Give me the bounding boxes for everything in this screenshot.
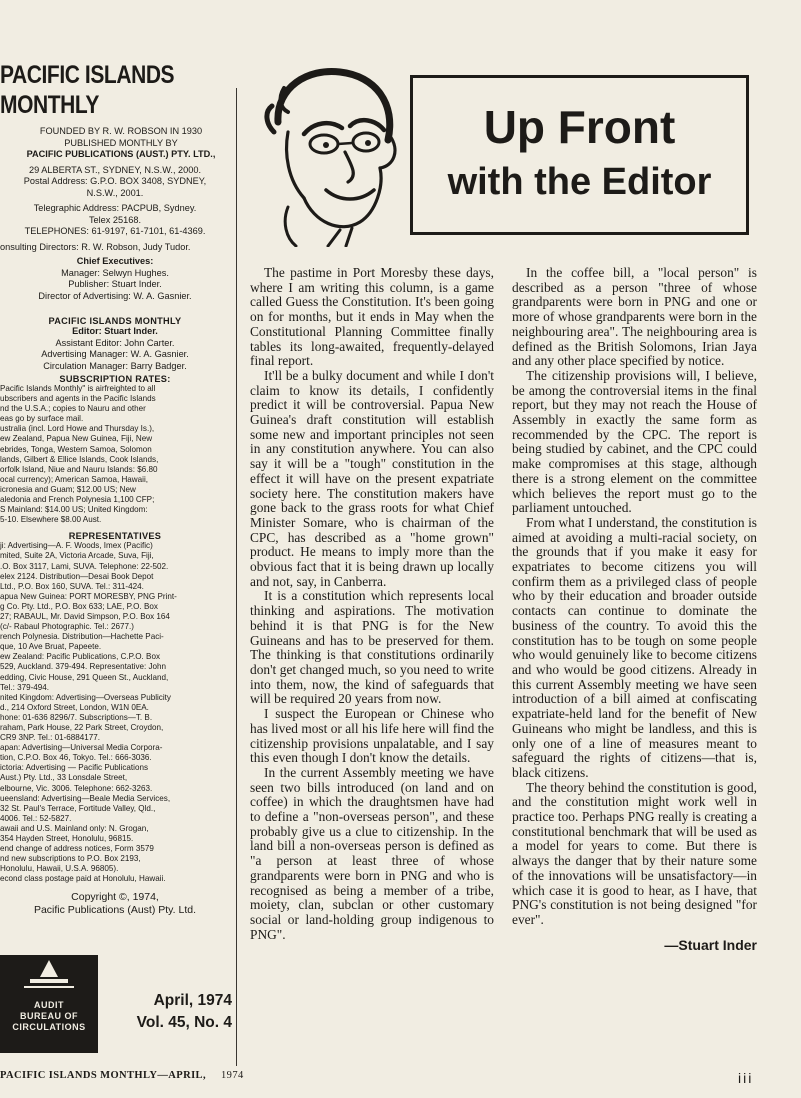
article-paragraph: It'll be a bulky document and while I don't claim to know its details, I confidently predict it will be controversial. Papua New Guinea's draft constitution will establish some new and important principles not seen in any constitution anywhere. You can also say it will be a "tough" constitution in the effect it will have on the present expatriate society here. The constitution makers have gone back to the grass roots for what Chief Minister Somare, who is chairman of the CPC, has described as a "home grown" product. He means to imply more than the obvious fact that it is being drawn up locally and not, say, in Canberra. [250, 367, 494, 589]
audit-line1: AUDIT [34, 1000, 64, 1010]
rep-postal-notice: end change of address notices, Form 3579 nd new subscriptions to P.O. Box 2193, Honolulu, Hawaii, U.S.A. 96805). econd class postage paid at Honolulu, Hawaii. [0, 844, 166, 884]
article-column-1 [250, 266, 494, 942]
masthead-title-line1: PACIFIC ISLANDS [0, 61, 175, 89]
publisher-name: PACIFIC PUBLICATIONS (AUST.) PTY. LTD., [26, 149, 216, 159]
author-signature: —Stuart Inder [664, 936, 757, 953]
editor-line: Editor: Stuart Inder. [72, 326, 158, 336]
staff-heading: PACIFIC ISLANDS MONTHLY [48, 316, 182, 326]
audit-line2: BUREAU OF [20, 1011, 78, 1021]
article-paragraph: I suspect the European or Chinese who has lived most or all his life here will find the citizenship provisions unpalatable, and I say this even though I don't know the details. [250, 706, 494, 766]
telephones: TELEPHONES: 61-9197, 61-7101, 61-4369. [24, 226, 206, 236]
rep-fiji: ji: Advertising—A. F. Woods, Imex (Pacific) mited, Suite 2A, Victoria Arcade, Suva, Fiji, .O. Box 3117, Lami, SUVA. Telephone: 22-502. elex 2124. Distribution—Desai Book Depot Ltd., P.O. Box 160, SUVA. Tel.: 311-424. [0, 541, 169, 591]
header-frame [410, 75, 749, 235]
audit-bureau-logo [0, 955, 98, 1053]
article-column-2 [512, 266, 757, 952]
footer-running-title: PACIFIC ISLANDS MONTHLY—APRIL, [0, 1070, 206, 1081]
address-line3: N.S.W., 2001. [86, 187, 144, 198]
rep-hawaii: awaii and U.S. Mainland only: N. Grogan, 354 Hayden Street, Honolulu, 96815. [0, 823, 149, 844]
copyright-line2: Pacific Publications (Aust) Pty. Ltd. [33, 903, 197, 916]
rep-new-zealand: ew Zealand: Pacific Publications, C.P.O. Box 529, Auckland. 379-494. Representative: John edding, Civic House, 291 Queen St., Auckland, Tel.: 379-494. [0, 652, 169, 692]
article-paragraph: It is a constitution which represents local thinking and aspirations. The motivation behind it is that PNG is for the New Guineans and has to be preserved for them. The thinking is that constitutions ordinarily don't get changed much, so you need to write into them, now, the kind of safeguards that will be required 20 years from now. [250, 588, 494, 707]
address-line2: Postal Address: G.P.O. BOX 3408, SYDNEY, [23, 176, 207, 186]
rep-victoria: ictoria: Advertising — Pacific Publications Aust.) Pty. Ltd., 33 Lonsdale Street, elbourne, Vic. 3006. Telephone: 662-3263. [0, 763, 153, 793]
advertising-manager-line: Advertising Manager: W. A. Gasnier. [41, 349, 189, 359]
header-title-line1: Up Front [483, 101, 676, 153]
circulation-manager-line: Circulation Manager: Barry Badger. [43, 360, 187, 371]
subscription-heading: SUBSCRIPTION RATES: [59, 374, 171, 384]
issue-date: April, 1974 [153, 992, 232, 1009]
rep-japan: apan: Advertising—Universal Media Corpora- tion, C.P.O. Box 46, Tokyo. Tel.: 666-3036. [0, 743, 163, 763]
issue-volume: Vol. 45, No. 4 [136, 1014, 232, 1031]
page-footer [0, 1070, 244, 1081]
representatives-heading: REPRESENTATIVES [68, 531, 162, 542]
telegraphic-address: Telegraphic Address: PACPUB, Sydney. [33, 203, 197, 213]
audit-bureau-emblem-icon [0, 955, 98, 995]
article-paragraph: In the current Assembly meeting we have seen two bills introduced (on land and on coffee) in which the draughtsmen have had to define a "non-overseas person", and these probably give us a clue to citizenship. In the land bill a non-overseas person is defined as "a person at least three of whose grandparents were born in PNG and who is recognised as being a member of a tribe, moiety, clan, subclan or other customary social or land-holding group indigenous to PNG". [250, 764, 494, 942]
audit-line3: CIRCULATIONS [12, 1022, 86, 1032]
article-paragraph: From what I understand, the constitution is aimed at avoiding a multi-racial society, on the grounds that if you make it easy for expatriates to become citizens you will confirm them as a privileged class of people who by their education and broader outside contacts can continue to dominate the business of the country. To avoid this the constitution has to be tough on some people who would genuinely like to become citizens and who would be good citizens. Already in this current Assembly meeting we have seen introduction of a bill aimed at confiscating expatriate-held land for the benefit of New Guineans who might be landless, and this is only one of a line of measures meant to safeguard the rights of citizens—that is, black citizens. [512, 514, 757, 780]
founded-line: FOUNDED BY R. W. ROBSON IN 1930 [39, 126, 203, 136]
chief-executives-heading: Chief Executives: [76, 256, 154, 266]
subscription-text: Pacific Islands Monthly" is airfreighted to all ubscribers and agents in the Pacific Islands nd the U.S.A.; copies to Nauru and other eas go by surface mail. ustralia (incl. Lord Howe and Thursday Is.), ew Zealand, Papua New Guinea, Fiji, New ebrides, Tonga, Western Samoa, Solomon lands, Gilbert & Ellice Islands, Cook Islands, orfolk Island, Niue and Nauru Islands: $6.80 ocal currency); American Samoa, Hawaii, icronesia and Guam; $12.00 US; New aledonia and French Polynesia 1,100 CFP; S Mainland: $14.00 US; United Kingdom: 5-10. Elsewhere $8.00 Aust. [0, 384, 159, 525]
page-number: iii [738, 1070, 754, 1086]
editor-caricature-icon [248, 62, 408, 247]
rep-united-kingdom: nited Kingdom: Advertising—Overseas Publicity d., 214 Oxford Street, London, W1N 0EA. hone: 01-636 8296/7. Subscriptions—T. B. raham, Park House, 22 Park Street, Croydon, CR9 3NP. Tel.: 01-6884177. [0, 692, 171, 743]
masthead-column [0, 60, 230, 1060]
telex: Telex 25168. [88, 214, 142, 225]
rep-french-polynesia: rench Polynesia. Distribution—Hachette Paci- que, 10 Ave Bruat, Papeete. [0, 632, 164, 652]
column-divider [236, 88, 237, 1066]
consulting-directors: onsulting Directors: R. W. Robson, Judy Tudor. [0, 241, 191, 252]
issue-info [136, 990, 232, 1034]
masthead-title-line2: MONTHLY [0, 91, 99, 119]
article-paragraph: In the coffee bill, a "local person" is described as a person "three of whose grandparents were born in PNG and one or more of whose grandparents were born in the neighbouring area". The neighbouring area is defined as the British Solomons, Irian Jaya and any other place specified by notice. [512, 265, 757, 369]
article-paragraph: The pastime in Port Moresby these days, where I am writing this column, is a game called Guess the Constitution. It's been going on for months, but it ends in May when the Constitutional Planning Committee finally tables its long-awaited, frequently-delayed final report. [250, 265, 494, 369]
publisher-line: Publisher: Stuart Inder. [68, 279, 162, 289]
header-title-line2: with the Editor [447, 161, 712, 203]
article-paragraph: The citizenship provisions will, I believe, be among the controversial items in the final report, but they may not reach the House of Assembly in exactly the same form as recommended by the CPC. The report is being studied by cabinet, and the CPC could make compromises at this stage, although there is a strong element on the committee which believes the report must go to the parliament untouched. [512, 367, 757, 516]
article-paragraph: The theory behind the constitution is good, and the constitution might work well in practice too. Perhaps PNG really is creating a constitutional benchmark that will be used as a model for years to come. But there is always the danger that by their nature some of the innovations will be unsatisfactory—in which case it is good to hear, as I have, that PNG's constitution is not being designed "for ever". [512, 779, 757, 927]
rep-papua-new-guinea: apua New Guinea: PORT MORESBY, PNG Print- g Co. Pty. Ltd., P.O. Box 633; LAE, P.O. Box 27; RABAUL, Mr. David Simpson, P.O. Box 164 (c/- Rabaul Photographic. Tel.: 2677.) [0, 591, 177, 632]
assistant-editor-line: Assistant Editor: John Carter. [55, 337, 175, 348]
director-advertising-line: Director of Advertising: W. A. Gasnier. [38, 290, 192, 301]
footer-year: 1974 [221, 1070, 244, 1081]
copyright-line1: Copyright ©, 1974, [71, 890, 159, 903]
address-line1: 29 ALBERTA ST., SYDNEY, N.S.W., 2000. [28, 164, 202, 175]
manager-line: Manager: Selwyn Hughes. [61, 267, 169, 278]
published-line: PUBLISHED MONTHLY BY [64, 137, 178, 148]
rep-queensland: ueensland: Advertising—Beale Media Services, 32 St. Paul's Terrace, Fortitude Valley, Qld., 4006. Tel.: 52-5827. [0, 793, 171, 823]
